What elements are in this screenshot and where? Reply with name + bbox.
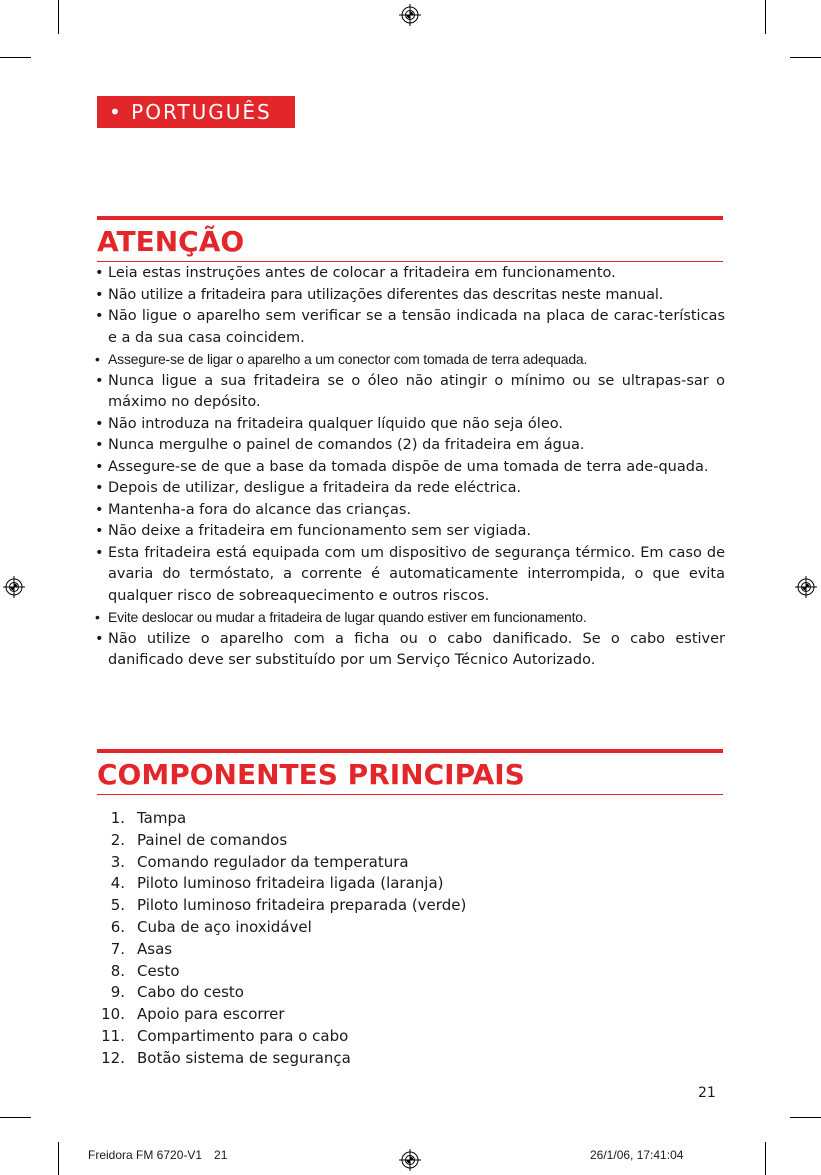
attention-section-header [97,216,723,262]
component-number: 7. [110,939,125,958]
section-top-bar [97,749,723,753]
attention-item: • Não utilize a fritadeira para utilizações diferentes das descritas neste manual. [95,285,725,307]
component-label: Cuba de aço inoxidável [137,917,312,936]
attention-item: • Nunca ligue a sua fritadeira se o óleo não atingir o mínimo ou se ultrapas-sar o máximo no depósito. [95,371,725,414]
attention-item: • Assegure-se de ligar o aparelho a um conector com tomada de terra adequada. [95,349,725,371]
attention-item: • Não introduza na fritadeira qualquer líquido que não seja óleo. [95,414,725,436]
component-number: 8. [110,961,125,980]
attention-item: • Nunca mergulhe o painel de comandos (2) da fritadeira em água. [95,435,725,457]
crop-mark [0,57,31,58]
component-item [97,982,597,1004]
print-slug-timestamp: 26/1/06, 17:41:04 [590,1148,684,1162]
attention-item: • Assegure-se de que a base da tomada dispõe de uma tomada de terra ade-quada. [95,457,725,479]
attention-item: • Não utilize o aparelho com a ficha ou o cabo danificado. Se o cabo estiver danificado deve ser substituído por um Serviço Técnico Autorizado. [95,629,725,672]
attention-item: • Não ligue o aparelho sem verificar se a tensão indicada na placa de carac-terísticas e a da sua casa coincidem. [95,306,725,349]
attention-item: • Não deixe a fritadeira em funcionamento sem ser vigiada. [95,521,725,543]
component-label: Botão sistema de segurança [137,1048,351,1067]
component-label: Cesto [137,961,180,980]
attention-item: • Esta fritadeira está equipada com um dispositivo de segurança térmico. Em caso de avaria do termóstato, a corrente é automaticamente interrompida, o que evita qualquer risco de sobreaquecimento e outros riscos. [95,543,725,608]
component-number: 6. [110,917,125,936]
print-slug-file: Freidora FM 6720-V1 [88,1148,203,1162]
component-number: 11. [101,1026,125,1045]
attention-title: ATENÇÃO [97,225,245,258]
component-number: 5. [110,896,125,915]
registration-mark-icon [399,1149,421,1171]
component-item [97,961,597,983]
component-label: Compartimento para o cabo [137,1026,349,1045]
crop-mark [765,0,766,34]
crop-mark [790,57,821,58]
component-number: 9. [110,983,125,1002]
component-label: Piloto luminoso fritadeira preparada (verde) [137,896,467,915]
print-slug-page: 21 [214,1148,228,1162]
component-item [97,1004,597,1026]
component-number: 4. [110,874,125,893]
component-number: 3. [110,852,125,871]
component-label: Comando regulador da temperatura [137,852,409,871]
section-top-bar [97,216,723,220]
component-label: Tampa [137,809,187,827]
language-tag: • PORTUGUÊS [97,96,295,128]
component-item [97,830,597,852]
registration-mark-icon [795,576,817,598]
section-rule [97,261,723,262]
component-item [97,939,597,961]
component-label: Cabo do cesto [137,983,244,1002]
component-number: 12. [101,1048,125,1067]
components-list [97,808,597,1070]
component-label: Painel de comandos [137,830,288,849]
component-label: Asas [137,939,173,958]
crop-mark [790,1117,821,1118]
attention-item: • Leia estas instruções antes de colocar a fritadeira em funcionamento. [95,263,725,285]
component-item [97,852,597,874]
component-item [97,1026,597,1048]
crop-mark [58,1142,59,1175]
component-number: 1. [110,809,125,827]
section-rule [97,794,723,795]
component-label: Piloto luminoso fritadeira ligada (laranja) [137,874,444,893]
attention-item: • Mantenha-a fora do alcance das crianças. [95,500,725,522]
registration-mark-icon [399,4,421,26]
component-item [97,895,597,917]
attention-item: • Depois de utilizar, desligue a fritadeira da rede eléctrica. [95,478,725,500]
attention-item: • Evite deslocar ou mudar a fritadeira de lugar quando estiver em funcionamento. [95,607,725,629]
crop-mark [0,1117,31,1118]
crop-mark [58,0,59,34]
component-label: Apoio para escorrer [137,1005,285,1024]
components-section-header [97,749,723,795]
component-item [97,1048,597,1070]
print-slug [88,1148,227,1162]
component-item [97,917,597,939]
crop-mark [765,1142,766,1175]
component-item [97,873,597,895]
attention-list [95,263,725,672]
component-number: 10. [101,1005,125,1024]
registration-mark-icon [3,576,25,598]
component-item [97,808,597,830]
components-title: COMPONENTES PRINCIPAIS [97,758,525,791]
component-number: 2. [110,830,125,849]
page-number: 21 [698,1085,716,1101]
